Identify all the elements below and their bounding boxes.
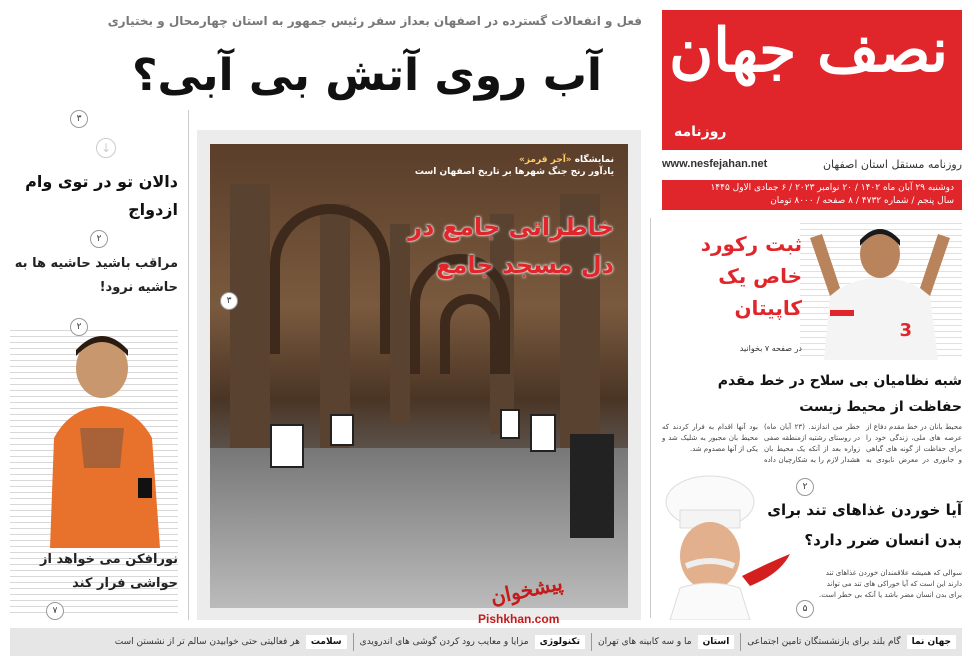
date-bar [662,180,962,210]
date-line: دوشنبه ۲۹ آبان ماه ۱۴۰۲ / ۲۰ نوامبر ۲۰۲۳ / ۶ جمادی الاول ۱۴۴۵ [710,183,954,193]
footer-headline-province[interactable]: ما و سه کابینه های تهران [597,637,692,647]
loan-page-number: ۲ [90,230,108,248]
website-link[interactable]: www.nesfejahan.net [662,158,768,170]
mosque-photo[interactable] [210,144,628,608]
exhibit-caption [415,154,614,178]
footer-bar [10,628,962,656]
exhibit-name: «آجر قرمز» [519,155,572,165]
exhibit-label: نمایشگاه [574,155,614,165]
svg-text:3: 3 [899,320,912,341]
environment-headline[interactable]: شبه نظامیان بی سلاح در خط مقدم حفاظت از محیط زیست [717,373,962,415]
headline-kicker: فعل و انفعالات گسترده در اصفهان بعداز سفر رئیس جمهور به استان چهارمحال و بختیاری [107,14,642,28]
captain-illustration [800,218,962,360]
captain-photo[interactable] [800,218,962,360]
arch [270,204,390,354]
environment-body: محیط بانان در خط مقدم دفاع از عرصه های ملی، زندگی خود را برای حفاظت از گونه های گیاهی و جانوری در معرض نابودی به خطر می اندازند. (۲۳ آبان ماه) در روستای رشتیه ازمنطقه صفی زواره بعد از آنکه یک محیط بان هشدار لازم را به شکارچیان داده بود آنها اقدام به فرار کردند که محیط بان مجبور به شلیک شد و یکی از آنها مصدوم شد. [662,423,962,464]
footer-category-health[interactable]: سلامت [306,635,347,649]
easel-frame [570,434,614,538]
spicy-food-body: سوالی که همیشه علاقمندان خوردن غذاهای تند دارند این است که آیا خوراکی های تند می تواند برای بدن انسان مضر باشد یا آنکه بی خطر است. [819,569,962,599]
footer-headline-world[interactable]: گام بلند برای بازنشستگان تامین اجتماعی [747,637,901,647]
left-headline-floodlight[interactable]: نورافکن می خواهد از حواشی فرار کند [40,552,178,591]
exhibit-desc: یادآور رنج جنگ شهرها بر تاریخ اصفهان است [414,167,614,177]
captain-read-more[interactable]: در صفحه ۷ بخوانید [739,344,802,353]
floor [210,448,628,608]
easel-frame [500,409,520,439]
photo-title[interactable]: خاطراتی جامع در دل مسجد جامع [408,213,614,279]
main-headline[interactable]: آب روی آتش بی آبی؟ [131,50,602,101]
newspaper-logo: نصف جهان [669,16,948,86]
footer-category-world[interactable]: جهان نما [907,635,956,649]
masthead [662,10,962,150]
environment-page-number: ۲ [796,478,814,496]
download-icon: ↓ [96,138,116,158]
footer-separator [591,633,592,651]
arch [440,294,500,374]
footer-category-tech[interactable]: تکنولوژی [535,635,585,649]
easel-frame [330,414,354,446]
footer-separator [740,633,741,651]
left-headline-margins[interactable]: مراقب باشید حاشیه ها به حاشیه نرود! [14,256,178,295]
left-column [10,112,178,300]
photo-page-number: ۳ [220,292,238,310]
easel-frame [270,424,304,468]
easel-frame [530,414,556,452]
tagline: روزنامه مستقل استان اصفهان [822,158,962,171]
football-player-photo [40,328,180,548]
captain-record-headline[interactable]: ثبت رکورد خاص یک کاپیتان [700,232,802,320]
headline-page-number: ۳ [70,110,88,128]
footer-separator [353,633,354,651]
floodlight-page-number: ۷ [46,602,64,620]
chef-photo[interactable] [650,470,800,620]
footer-category-province[interactable]: استان [698,635,735,649]
watermark-logo: پیشخوان [488,570,565,610]
spicy-food-page-number: ۵ [796,600,814,618]
left-headline-loan[interactable]: دالان تو در توی وام ازدواج [25,172,178,219]
footer-headline-tech[interactable]: مزایا و معایب رود کردن گوشی های اندرویدی [359,637,529,647]
column-divider [188,110,189,620]
margins-page-number: ۲ [70,318,88,336]
watermark-url: Pishkhan.com [478,612,560,626]
issue-line: سال پنجم / شماره ۴۷۳۲ / ۸ صفحه / ۸۰۰۰ تومان [770,196,954,206]
footer-headline-health[interactable]: هر فعالیتی حتی خوابیدن سالم تر از نشستن است [114,637,300,647]
spicy-food-headline[interactable]: آیا خوردن غذاهای تند برای بدن انسان ضرر دارد؟ [767,501,962,549]
logo-subtitle: روزنامه [674,124,727,140]
